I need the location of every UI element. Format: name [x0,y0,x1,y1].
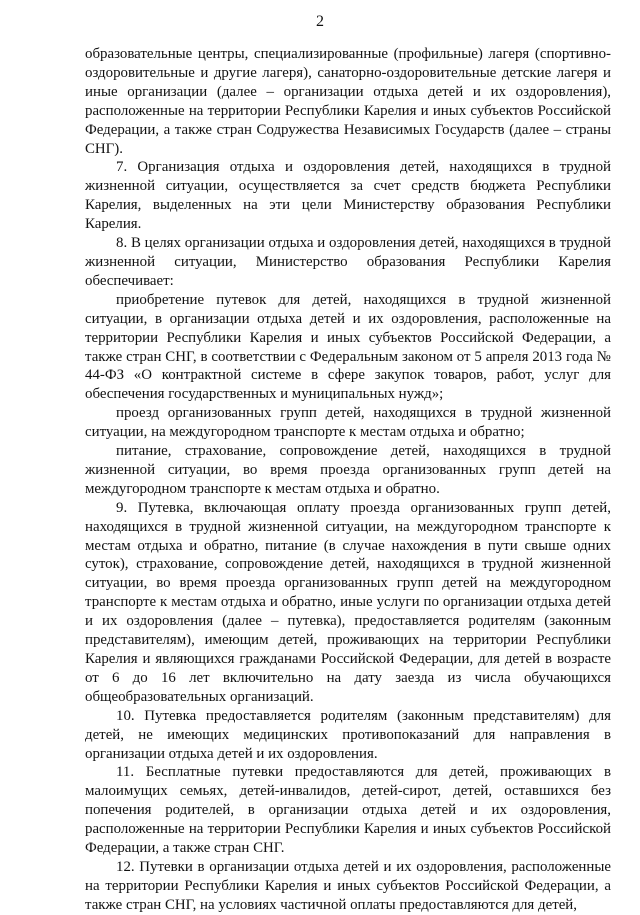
page-number: 2 [316,13,324,30]
paragraph-continuation: образовательные центры, специализированные (профильные) лагеря (спортивно-оздоровительные и другие лагеря), санаторно-оздоровительные детские лагеря и иные организации (далее – организации отдыха детей и их оздоровления), расположенные на территории Республики Карелия и иных субъектов Российской Федерации, а также стран Содружества Независимых Государств (далее – страны СНГ). [85,46,611,157]
paragraph-item-8-meals: питание, страхование, сопровождение детей, находящихся в трудной жизненной ситуации, во время проезда организованных групп детей на междугородном транспорте к местам отдыха и обратно. [85,443,611,497]
paragraph-item-8: 8. В целях организации отдыха и оздоровления детей, находящихся в трудной жизненной ситуации, Министерство образования Республики Карелия обеспечивает: [85,235,611,289]
paragraph-item-7: 7. Организация отдыха и оздоровления детей, находящихся в трудной жизненной ситуации, осуществляется за счет средств бюджета Республики Карелия, выделенных на эти цели Министерству образования Республики Карелия. [85,159,611,233]
paragraph-item-11: 11. Бесплатные путевки предоставляются для детей, проживающих в малоимущих семьях, детей-инвалидов, детей-сирот, детей, оставшихся без попечения родителей, в организации отдыха детей и их оздоровления, расположенные на территории Республики Карелия и иных субъектов Российской Федерации, а также стран СНГ. [85,764,611,857]
paragraph-item-12: 12. Путевки в организации отдыха детей и их оздоровления, расположенные на территории Республики Карелия и иных субъектов Российской Федерации, а также стран СНГ, на условиях частичной оплаты предоставляются для детей, [85,858,611,913]
paragraph-item-8-vouchers: приобретение путевок для детей, находящихся в трудной жизненной ситуации, в организации отдыха детей и их оздоровления, расположенные на территории Республики Карелия и иных субъектов Российской Федерации, а также стран СНГ, в соответствии с Федеральным законом от 5 апреля 2013 года № 44-ФЗ «О контрактной системе в сфере закупок товаров, работ, услуг для обеспечения государственных и муниципальных нужд»; [85,291,611,403]
document-body [85,45,611,915]
paragraph-item-9: 9. Путевка, включающая оплату проезда организованных групп детей, находящихся в трудной жизненной ситуации, на междугородном транспорте к местам отдыха и обратно, питание (в случае нахождения в пути свыше одних суток), страхование, сопровождение детей, находящихся в трудной жизненной ситуации, во время проезда организованных групп детей на междугородном транспорте к местам отдыха и обратно, иные услуги по организации отдыха детей и их оздоровления (далее – путевка), предоставляется родителям (законным представителям), имеющим детей, проживающих на территории Республики Карелия и являющихся гражданами Российской Федерации, для детей в возрасте от 6 до 16 лет включительно на дату заезда из числа обучающихся общеобразовательных организаций. [85,499,611,705]
paragraph-item-8-travel: проезд организованных групп детей, находящихся в трудной жизненной ситуации, на междугородном транспорте к местам отдыха и обратно; [85,405,611,441]
paragraph-item-10: 10. Путевка предоставляется родителям (законным представителям) для детей, не имеющих медицинских противопоказаний для направления в организации отдыха детей и их оздоровления. [85,707,611,762]
